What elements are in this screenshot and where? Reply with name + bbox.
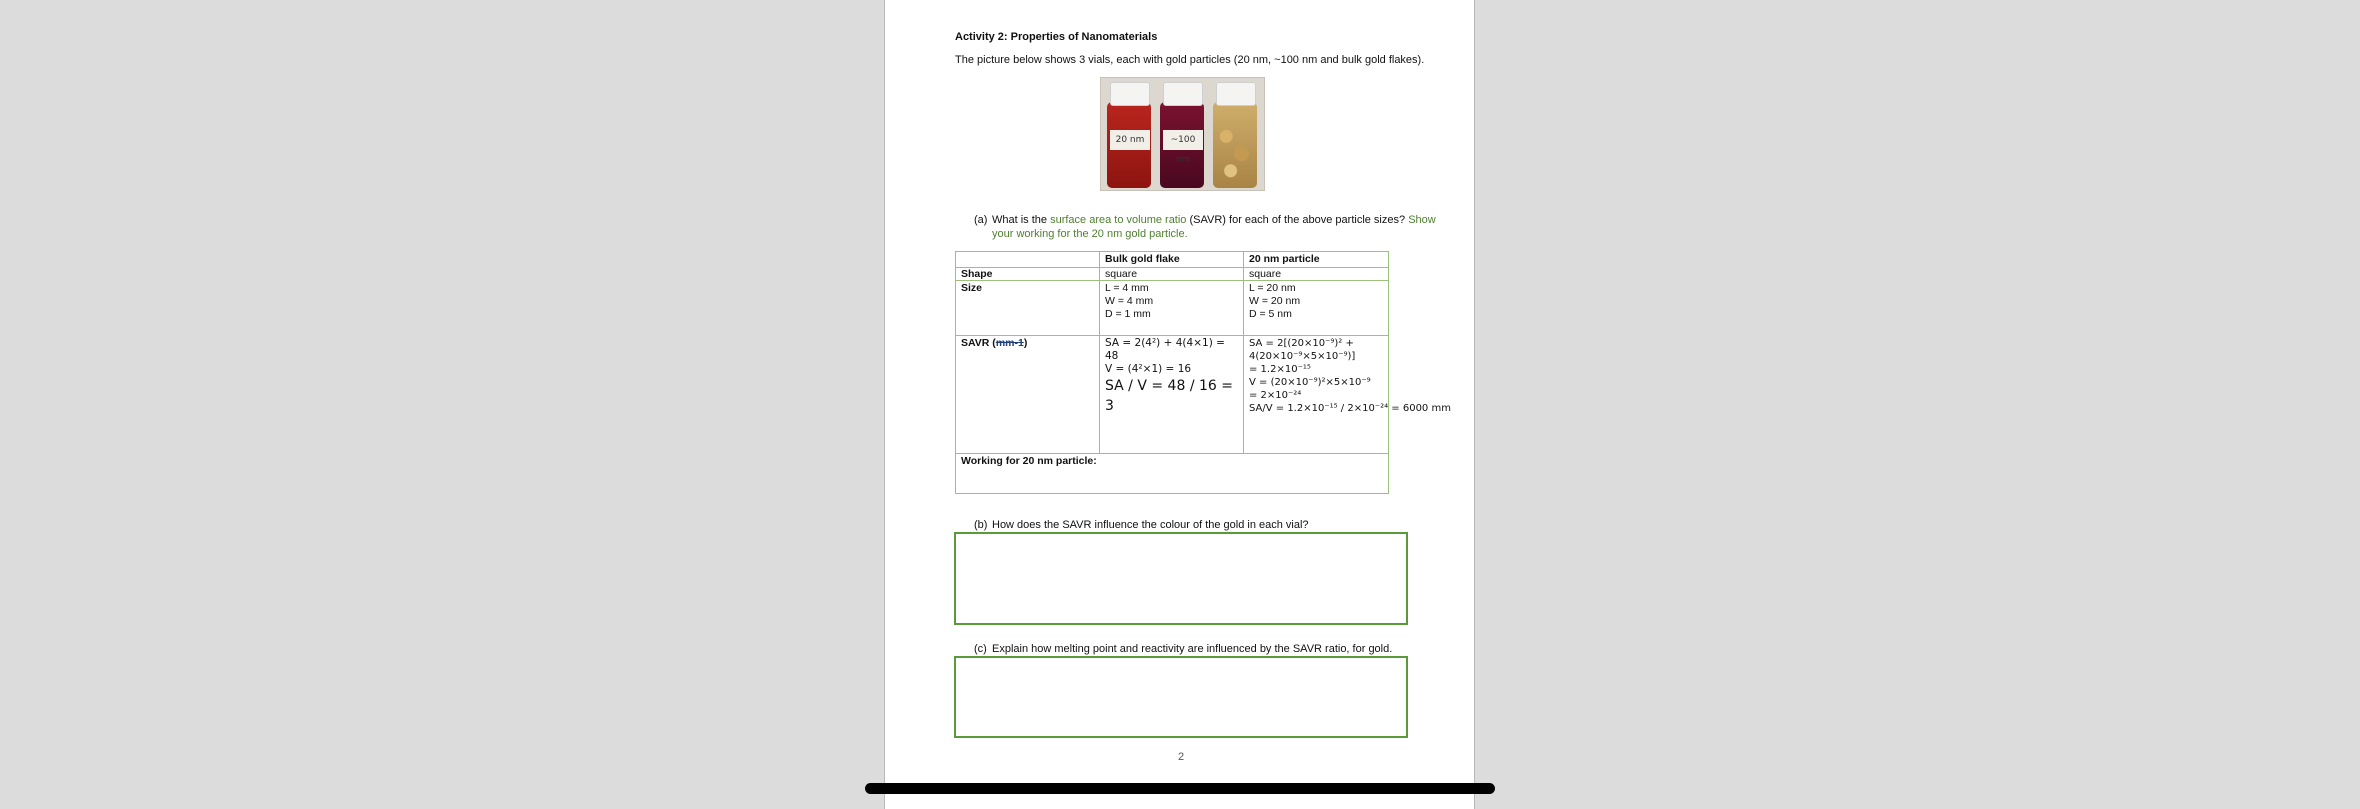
question-a-line1: What is the surface area to volume ratio (SAVR) for each of the above particle sizes? Show [992, 214, 1436, 226]
savr-label: SAVR (mm-1) [956, 336, 1100, 454]
table-header-nano: 20 nm particle [1244, 252, 1389, 268]
vial-label-20nm: 20 nm [1110, 130, 1150, 150]
question-c-text: Explain how melting point and reactivity are influenced by the SAVR ratio, for gold. [992, 643, 1393, 655]
handwriting-bulk: SA = 2(4²) + 4(4×1) = 48 V = (4²×1) = 16 SA / V = 48 / 16 = 3 [1100, 336, 1244, 454]
shape-label: Shape [956, 268, 1100, 281]
table-header-bulk: Bulk gold flake [1100, 252, 1244, 268]
question-c-number: (c) [974, 643, 987, 655]
handwriting-nano: SA = 2[(20×10⁻⁹)² + 4(20×10⁻⁹×5×10⁻⁹)] = 1.2×10⁻¹⁵ V = (20×10⁻⁹)²×5×10⁻⁹ = 2×10⁻²⁴ SA/V = 1.2×10⁻¹⁵ / 2×10⁻²⁴ = 6000 mm [1244, 336, 1389, 454]
shape-nano: square [1244, 268, 1389, 281]
size-bulk: L = 4 mm W = 4 mm D = 1 mm [1100, 281, 1244, 336]
size-nano: L = 20 nm W = 20 nm D = 5 nm [1244, 281, 1389, 336]
question-b-text: How does the SAVR influence the colour of the gold in each vial? [992, 519, 1309, 531]
vial-20nm [1105, 82, 1153, 190]
savr-unit: mm-1 [995, 337, 1024, 349]
table-row-size [956, 281, 1389, 336]
vial-label-100nm: ~100 nm [1163, 130, 1203, 150]
answer-box-b[interactable] [954, 532, 1408, 625]
table-row-shape [956, 268, 1389, 281]
answer-box-c[interactable] [954, 656, 1408, 738]
shape-bulk: square [1100, 268, 1244, 281]
table-header-empty [956, 252, 1100, 268]
question-a-line2: your working for the 20 nm gold particle. [992, 228, 1188, 240]
savr-term: surface area to volume ratio [1050, 214, 1187, 226]
vial-bulk [1211, 82, 1259, 190]
question-a-number: (a) [974, 214, 988, 226]
table-header-row [956, 252, 1389, 268]
intro-text: The picture below shows 3 vials, each with gold particles (20 nm, ~100 nm and bulk gold flakes). [955, 54, 1425, 66]
question-b-number: (b) [974, 519, 988, 531]
vials-photo [1100, 77, 1265, 191]
document-page [884, 0, 1475, 809]
page-number: 2 [1178, 751, 1185, 763]
size-label: Size [956, 281, 1100, 336]
working-label: Working for 20 nm particle: [956, 454, 1389, 494]
savr-table [955, 251, 1451, 494]
activity-heading: Activity 2: Properties of Nanomaterials [955, 31, 1158, 43]
table-row-working [956, 454, 1389, 494]
horizontal-scrollbar[interactable] [865, 783, 1495, 794]
table-row-savr [956, 336, 1389, 454]
vial-100nm [1158, 82, 1206, 190]
